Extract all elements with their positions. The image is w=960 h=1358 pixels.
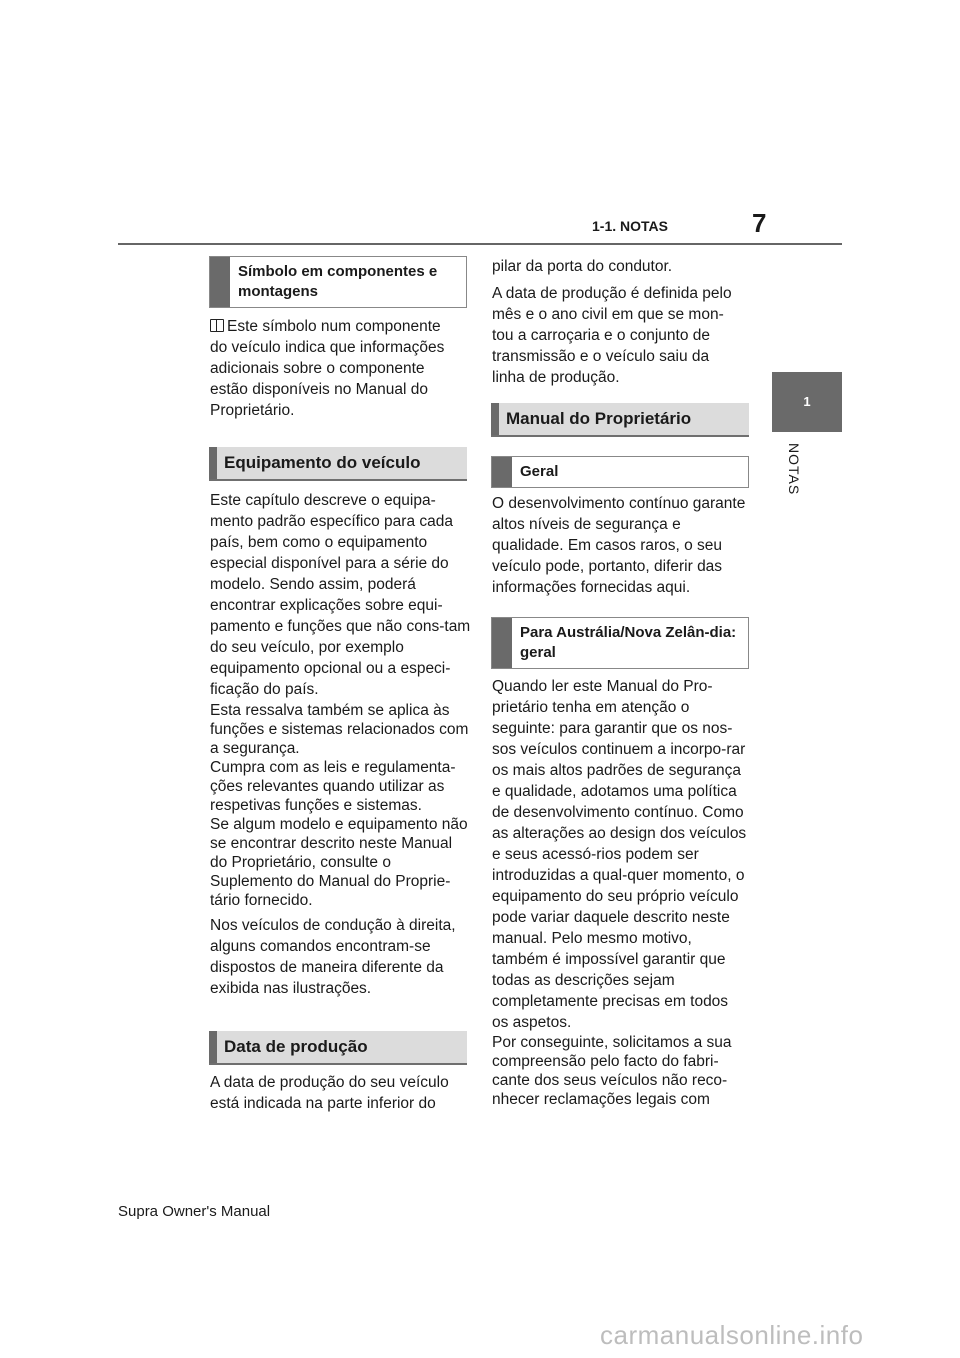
book-icon	[210, 319, 224, 332]
equipment-section	[210, 490, 472, 999]
equipment-para-2: Esta ressalva também se aplica às funções e sistemas relacionados com a segurança.	[210, 702, 469, 757]
equipment-para-5: Nos veículos de condução à direita, alguns comandos encontram-se dispostos de maneira diferente da exibida nas ilustrações.	[210, 917, 456, 997]
heading-production	[209, 1031, 467, 1065]
heading-equipment	[209, 447, 467, 481]
equipment-para-4: Se algum modelo e equipamento não se encontrar descrito neste Manual do Proprietário, consulte o Suplemento do Manual do Proprie-tário fornecido.	[210, 816, 468, 909]
production-section	[210, 1072, 472, 1114]
heading-manual-text: Manual do Proprietário	[506, 409, 692, 428]
general-text: O desenvolvimento contínuo garante altos níveis de segurança e qualidade. Em casos raros, o seu veículo pode, portanto, diferir das informações fornecidas aqui.	[492, 495, 746, 596]
heading-production-text: Data de produção	[224, 1037, 368, 1056]
aus-nz-para-1: Quando ler este Manual do Pro-prietário tenha em atenção o seguinte: para garantir que os nos-sos veículos continuem a incorpo-rar os mais altos padrões de segurança e qualidade, adotamos uma política de desenvolvimento contínuo. Como as alterações ao design dos veículos e seus acessó-rios podem ser introduzidas a qual-quer momento, o equipamento do seu próprio veículo pode variar daquele descrito neste manual. Pelo mesmo motivo, também é impossível garantir que todas as descrições sejam completamente precisas em todos os aspetos.	[492, 678, 747, 1031]
symbol-paragraph	[210, 316, 462, 421]
section-title: 1-1. NOTAS	[592, 218, 668, 234]
heading-symbol-text: Símbolo em componentes e montagens	[238, 263, 438, 300]
heading-general-text: Geral	[520, 463, 559, 480]
aus-nz-section	[492, 676, 748, 1109]
production-cont-2: A data de produção é definida pelo mês e o ano civil em que se mon-tou a carroçaria e o conjunto de transmissão e o veículo saiu da linha de produção.	[492, 285, 732, 386]
equipment-para-1: Este capítulo descreve o equipa-mento padrão específico para cada país, bem como o equipamento especial disponível para a série do modelo. Sendo assim, poderá encontrar explicações sobre equi-pamento e funções que não cons-tam do seu veículo, por exemplo equipamento opcional ou a especi-ficação do país.	[210, 492, 471, 698]
watermark: carmanualsonline.info	[600, 1320, 864, 1350]
production-continued	[492, 256, 754, 388]
production-text: A data de produção do seu veículo está indicada na parte inferior do	[210, 1074, 449, 1112]
heading-general	[491, 456, 749, 488]
header-rule	[118, 243, 842, 245]
symbol-text: Este símbolo num componente do veículo indica que informações adicionais sobre o componente estão disponíveis no Manual do Proprietário.	[210, 318, 445, 419]
general-section	[492, 493, 754, 598]
equipment-para-3: Cumpra com as leis e regulamenta-ções relevantes quando utilizar as respetivas funções e sistemas.	[210, 759, 456, 814]
footer-manual-title: Supra Owner's Manual	[118, 1203, 271, 1220]
chapter-tab: 1	[772, 372, 842, 432]
page-number: 7	[752, 208, 767, 238]
production-cont-1: pilar da porta do condutor.	[492, 258, 673, 275]
aus-nz-para-2: Por conseguinte, solicitamos a sua compreensão pelo facto do fabri-cante dos seus veículos não reco-nhecer reclamações legais com	[492, 1034, 732, 1108]
heading-aus-nz-text: Para Austrália/Nova Zelân-dia: geral	[520, 624, 737, 661]
chapter-label: NOTAS	[786, 443, 802, 496]
heading-equipment-text: Equipamento do veículo	[224, 453, 421, 472]
heading-aus-nz	[491, 617, 749, 669]
heading-manual	[491, 403, 749, 437]
heading-symbol	[209, 256, 467, 308]
